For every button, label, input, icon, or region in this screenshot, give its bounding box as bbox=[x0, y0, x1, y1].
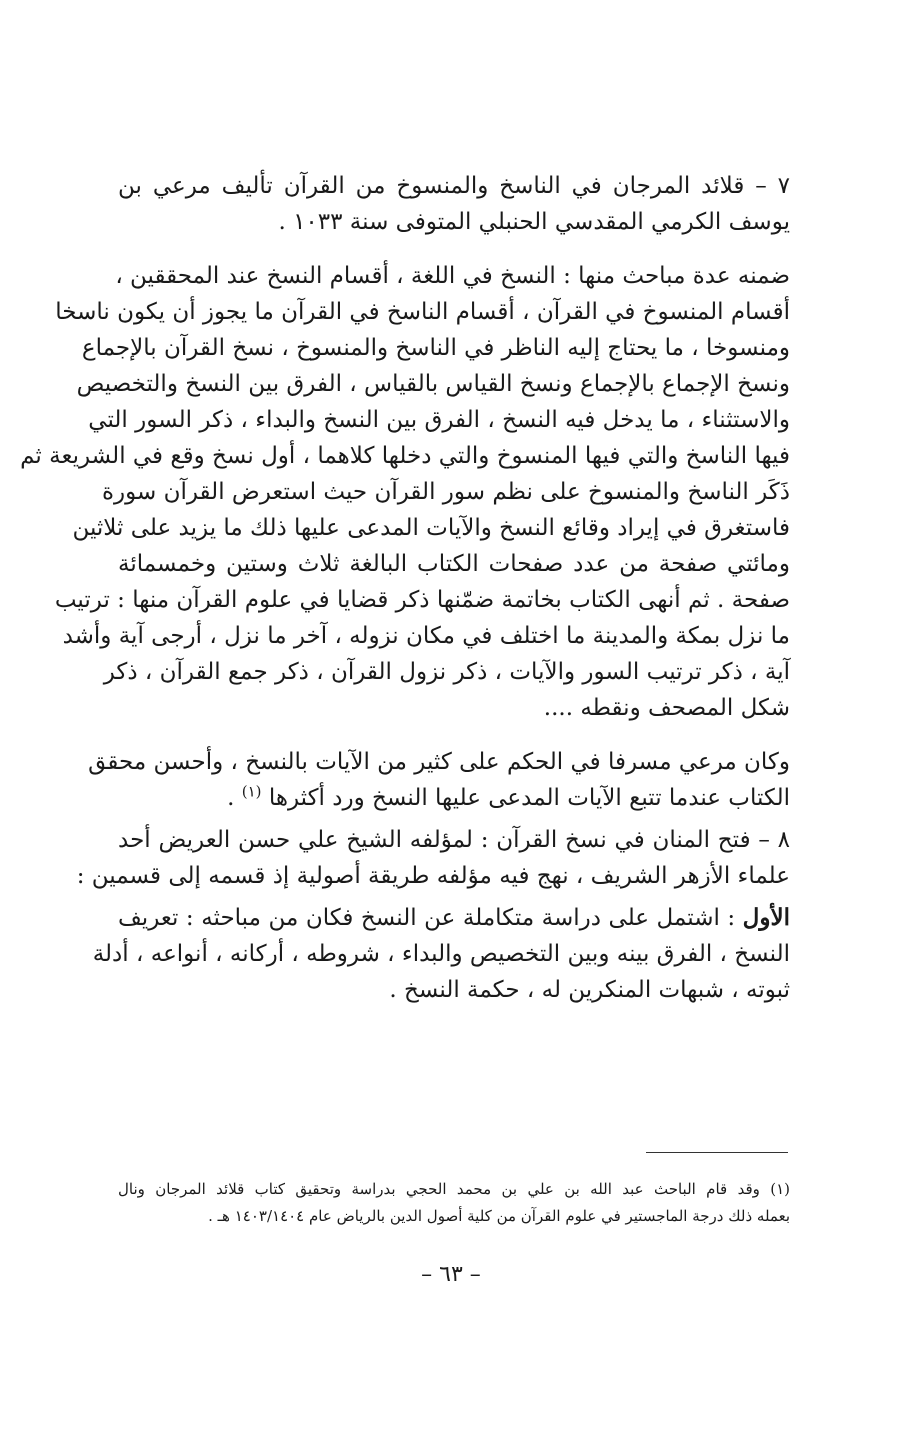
text-line: النسخ ، الفرق بينه وبين التخصيص والبداء ، شروطه ، أركانه ، أنواعه ، أدلة bbox=[92, 941, 790, 967]
contents-paragraph bbox=[20, 258, 790, 726]
text-line: ونسخ الإجماع بالإجماع ونسخ القياس بالقياس ، الفرق بين النسخ والتخصيص bbox=[76, 371, 790, 397]
text-line: ضمنه عدة مباحث منها : النسخ في اللغة ، أقسام النسخ عند المحققين ، bbox=[115, 263, 790, 289]
text-line: والاستثناء ، ما يدخل فيه النسخ ، الفرق بين النسخ والبداء ، ذكر السور التي bbox=[88, 407, 790, 433]
text-line: شكل المصحف ونقطه .... bbox=[543, 695, 790, 721]
text-line: يوسف الكرمي المقدسي الحنبلي المتوفى سنة ١٠٣٣ . bbox=[278, 209, 790, 235]
paragraph-gap bbox=[118, 240, 790, 258]
section-lead: الأول bbox=[742, 904, 790, 931]
text-line bbox=[118, 780, 790, 816]
text-line: ثبوته ، شبهات المنكرين له ، حكمة النسخ . bbox=[389, 977, 790, 1003]
item-8-paragraph bbox=[76, 822, 790, 894]
document-body bbox=[20, 168, 790, 1008]
text-line: علماء الأزهر الشريف ، نهج فيه مؤلفه طريقة أصولية إذ قسمه إلى قسمين : bbox=[76, 863, 790, 889]
text-line: ٨ – فتح المنان في نسخ القرآن : لمؤلفه الشيخ علي حسن العريض أحد bbox=[118, 827, 790, 853]
text-line: ٧ – قلائد المرجان في الناسخ والمنسوخ من القرآن تأليف مرعي بن bbox=[118, 173, 790, 199]
footnote-line: بعمله ذلك درجة الماجستير في علوم القرآن من كلية أصول الدين بالرياض عام ١٤٠٣/١٤٠٤ هـ . bbox=[208, 1207, 790, 1225]
text-line: ومنسوخا ، ما يحتاج إليه الناظر في الناسخ والمنسوخ ، نسخ القرآن بالإجماع bbox=[81, 335, 790, 361]
text-line: وكان مرعي مسرفا في الحكم على كثير من الآيات بالنسخ ، وأحسن محقق bbox=[88, 749, 790, 775]
text-line bbox=[118, 900, 790, 936]
text-fragment: : اشتمل على دراسة متكاملة عن النسخ فكان من مباحثه : تعريف bbox=[118, 905, 743, 931]
text-line: أقسام المنسوخ في القرآن ، أقسام الناسخ في القرآن ما يجوز أن يكون ناسخا bbox=[55, 299, 790, 325]
text-fragment: . bbox=[227, 785, 242, 811]
footnote-line: (١) وقد قام الباحث عبد الله بن علي بن محمد الحجي بدراسة وتحقيق كتاب قلائد المرجان ونال bbox=[118, 1180, 790, 1198]
text-line: صفحة . ثم أنهى الكتاب بخاتمة ضمّنها ذكر قضايا في علوم القرآن منها : ترتيب bbox=[54, 587, 790, 613]
text-line: ما نزل بمكة والمدينة ما اختلف في مكان نزوله ، آخر ما نزل ، أرجى آية وأشد bbox=[62, 623, 790, 649]
paragraph-gap bbox=[118, 726, 790, 744]
text-line: فيها الناسخ والتي فيها المنسوخ والتي دخلها كلاهما ، أول نسخ وقع في الشريعة ثم bbox=[20, 443, 790, 469]
text-line: ومائتي صفحة من عدد صفحات الكتاب البالغة ثلاث وستين وخمسمائة bbox=[118, 551, 790, 577]
footnote-reference[interactable]: (١) bbox=[241, 782, 262, 801]
footnotes bbox=[118, 1176, 790, 1230]
text-line: فاستغرق في إيراد وقائع النسخ والآيات المدعى عليها ذلك ما يزيد على ثلاثين bbox=[72, 515, 790, 541]
text-fragment: الكتاب عندما تتبع الآيات المدعى عليها النسخ ورد أكثرها bbox=[268, 785, 790, 811]
part-1-paragraph bbox=[92, 900, 790, 1008]
footnote-divider bbox=[646, 1152, 788, 1153]
item-7-paragraph bbox=[118, 168, 790, 240]
text-line: ذَكَر الناسخ والمنسوخ على نظم سور القرآن حيث استعرض القرآن سورة bbox=[101, 479, 790, 505]
critique-paragraph bbox=[88, 744, 790, 816]
text-line: آية ، ذكر ترتيب السور والآيات ، ذكر نزول القرآن ، ذكر جمع القرآن ، ذكر bbox=[103, 659, 790, 685]
page-number: – ٦٣ – bbox=[421, 1262, 481, 1287]
